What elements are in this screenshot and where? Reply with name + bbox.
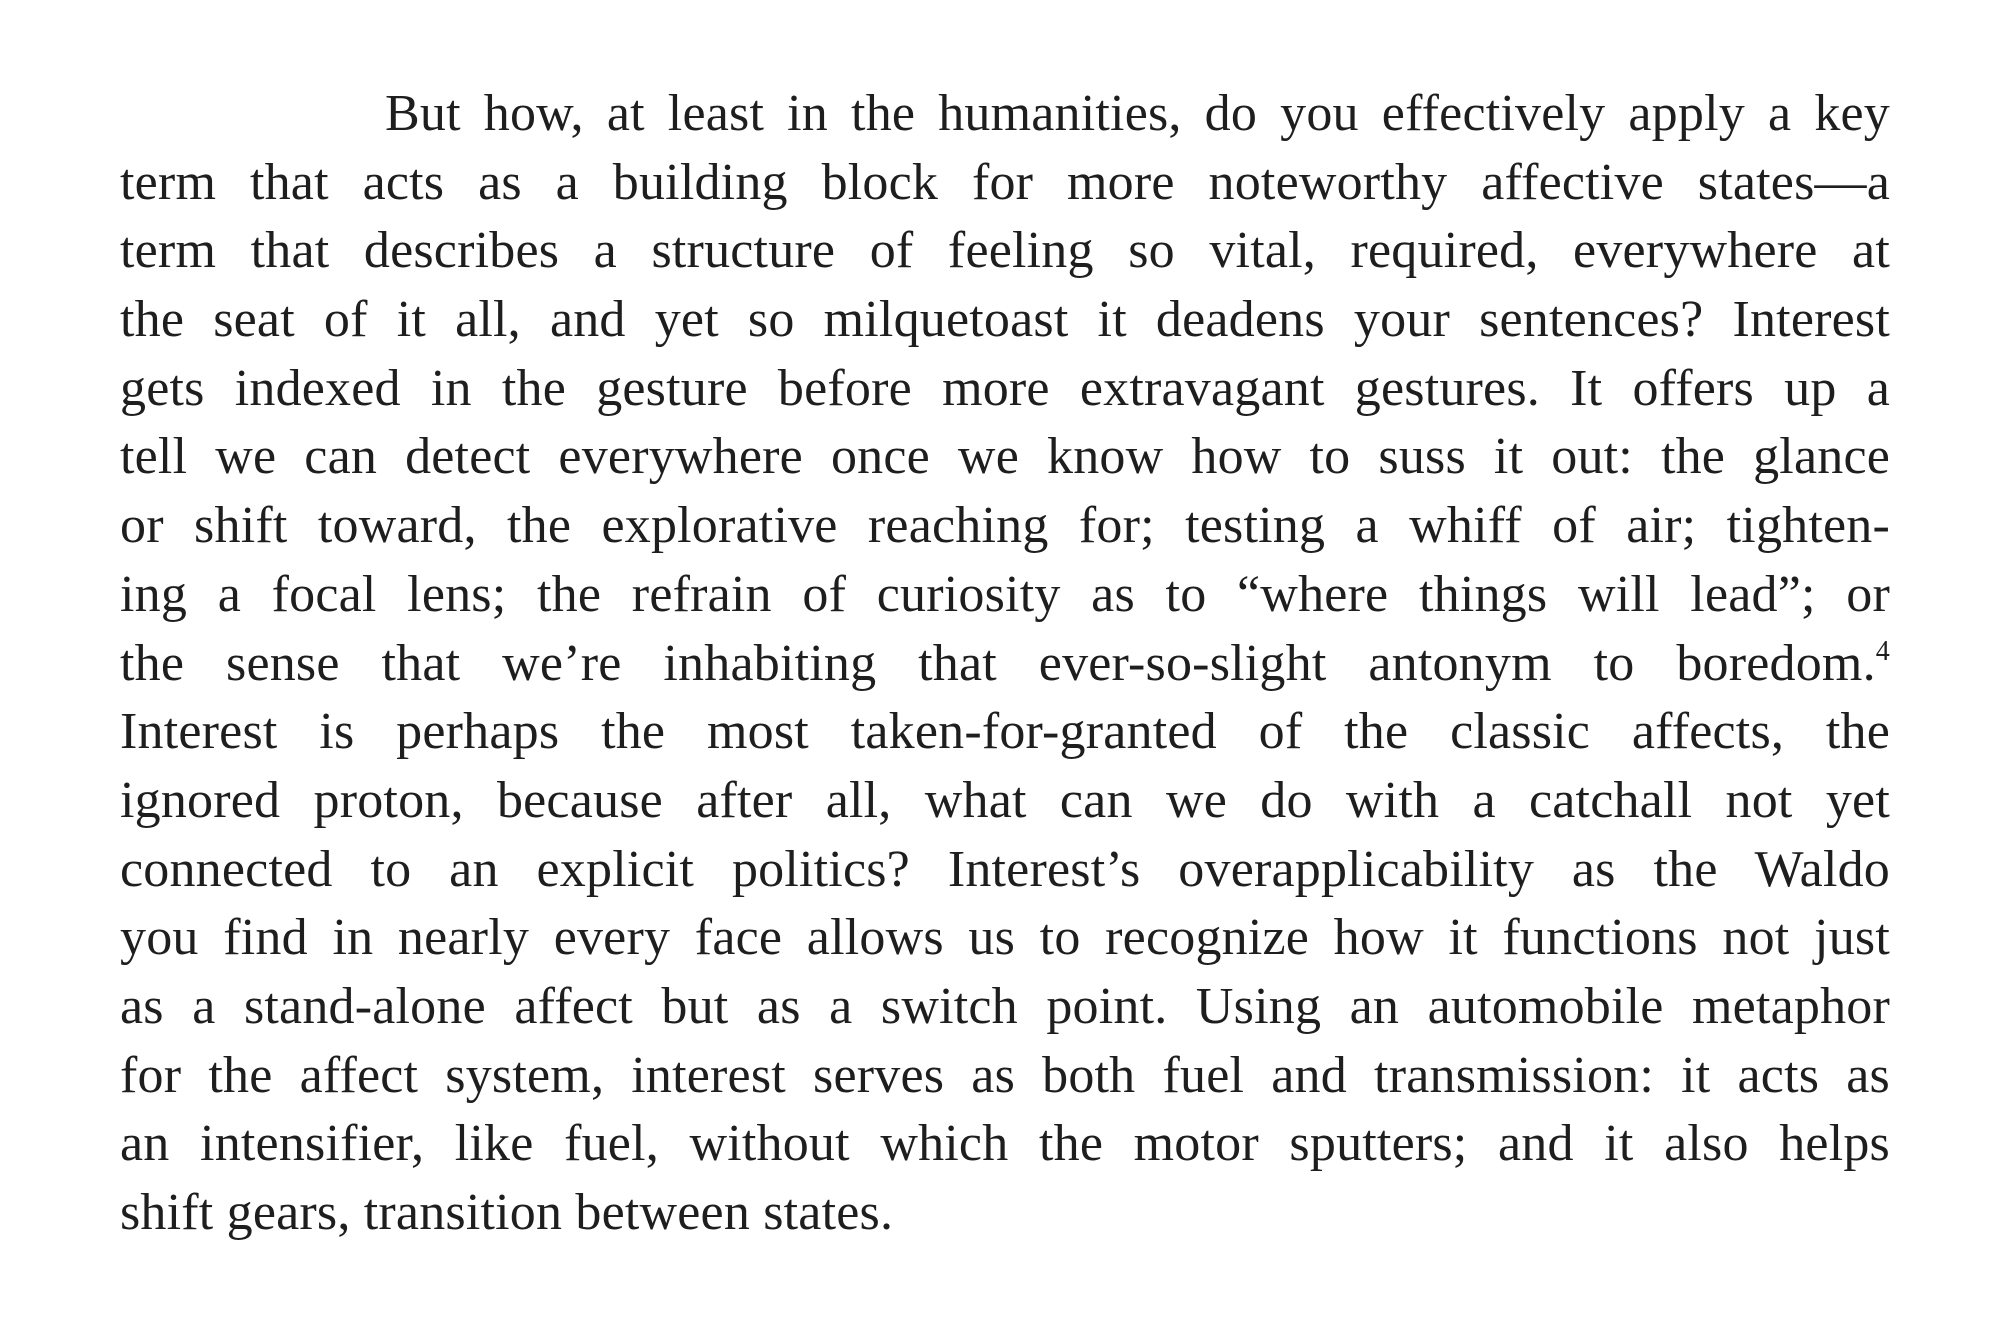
paragraph-line-with-footnote — [120, 630, 1890, 699]
text-page — [120, 80, 1890, 1248]
paragraph-line: tell we can detect everywhere once we know how to suss it out: the glance — [120, 428, 1890, 486]
paragraph-line: ignored proton, because after all, what can we do with a catchall not yet — [120, 771, 1890, 829]
paragraph-line: you find in nearly every face allows us to recognize how it functions not just — [120, 909, 1890, 967]
paragraph-line: term that acts as a building block for more noteworthy affective states—a — [120, 153, 1890, 211]
paragraph-line: gets indexed in the gesture before more extravagant gestures. It offers up a — [120, 359, 1890, 417]
paragraph-line: shift gears, transition between states. — [120, 1184, 894, 1241]
paragraph-line: connected to an explicit politics? Interest’s overapplicability as the Waldo — [120, 840, 1890, 898]
paragraph-line: as a stand-alone affect but as a switch point. Using an automobile metaphor — [120, 977, 1890, 1035]
paragraph-line: an intensifier, like fuel, without which the motor sputters; and it also helps — [120, 1115, 1890, 1173]
paragraph-line: Interest is perhaps the most taken-for-granted of the classic affects, the — [120, 703, 1890, 761]
paragraph-line: But how, at least in the humanities, do you effectively apply a key — [385, 85, 1890, 142]
paragraph-line: ing a focal lens; the refrain of curiosity as to “where things will lead”; or — [120, 565, 1890, 623]
footnote-marker[interactable]: 4 — [1875, 635, 1890, 667]
body-paragraph — [120, 80, 1890, 1248]
paragraph-line: the seat of it all, and yet so milquetoast it deadens your sentences? Interest — [120, 291, 1890, 349]
paragraph-line: or shift toward, the explorative reaching for; testing a whiff of air; tighten- — [120, 497, 1890, 555]
paragraph-line: for the affect system, interest serves as both fuel and transmission: it acts as — [120, 1046, 1890, 1104]
paragraph-line-text: the sense that we’re inhabiting that ever-so-slight antonym to boredom. — [120, 634, 1876, 692]
paragraph-line: term that describes a structure of feeling so vital, required, everywhere at — [120, 222, 1890, 280]
